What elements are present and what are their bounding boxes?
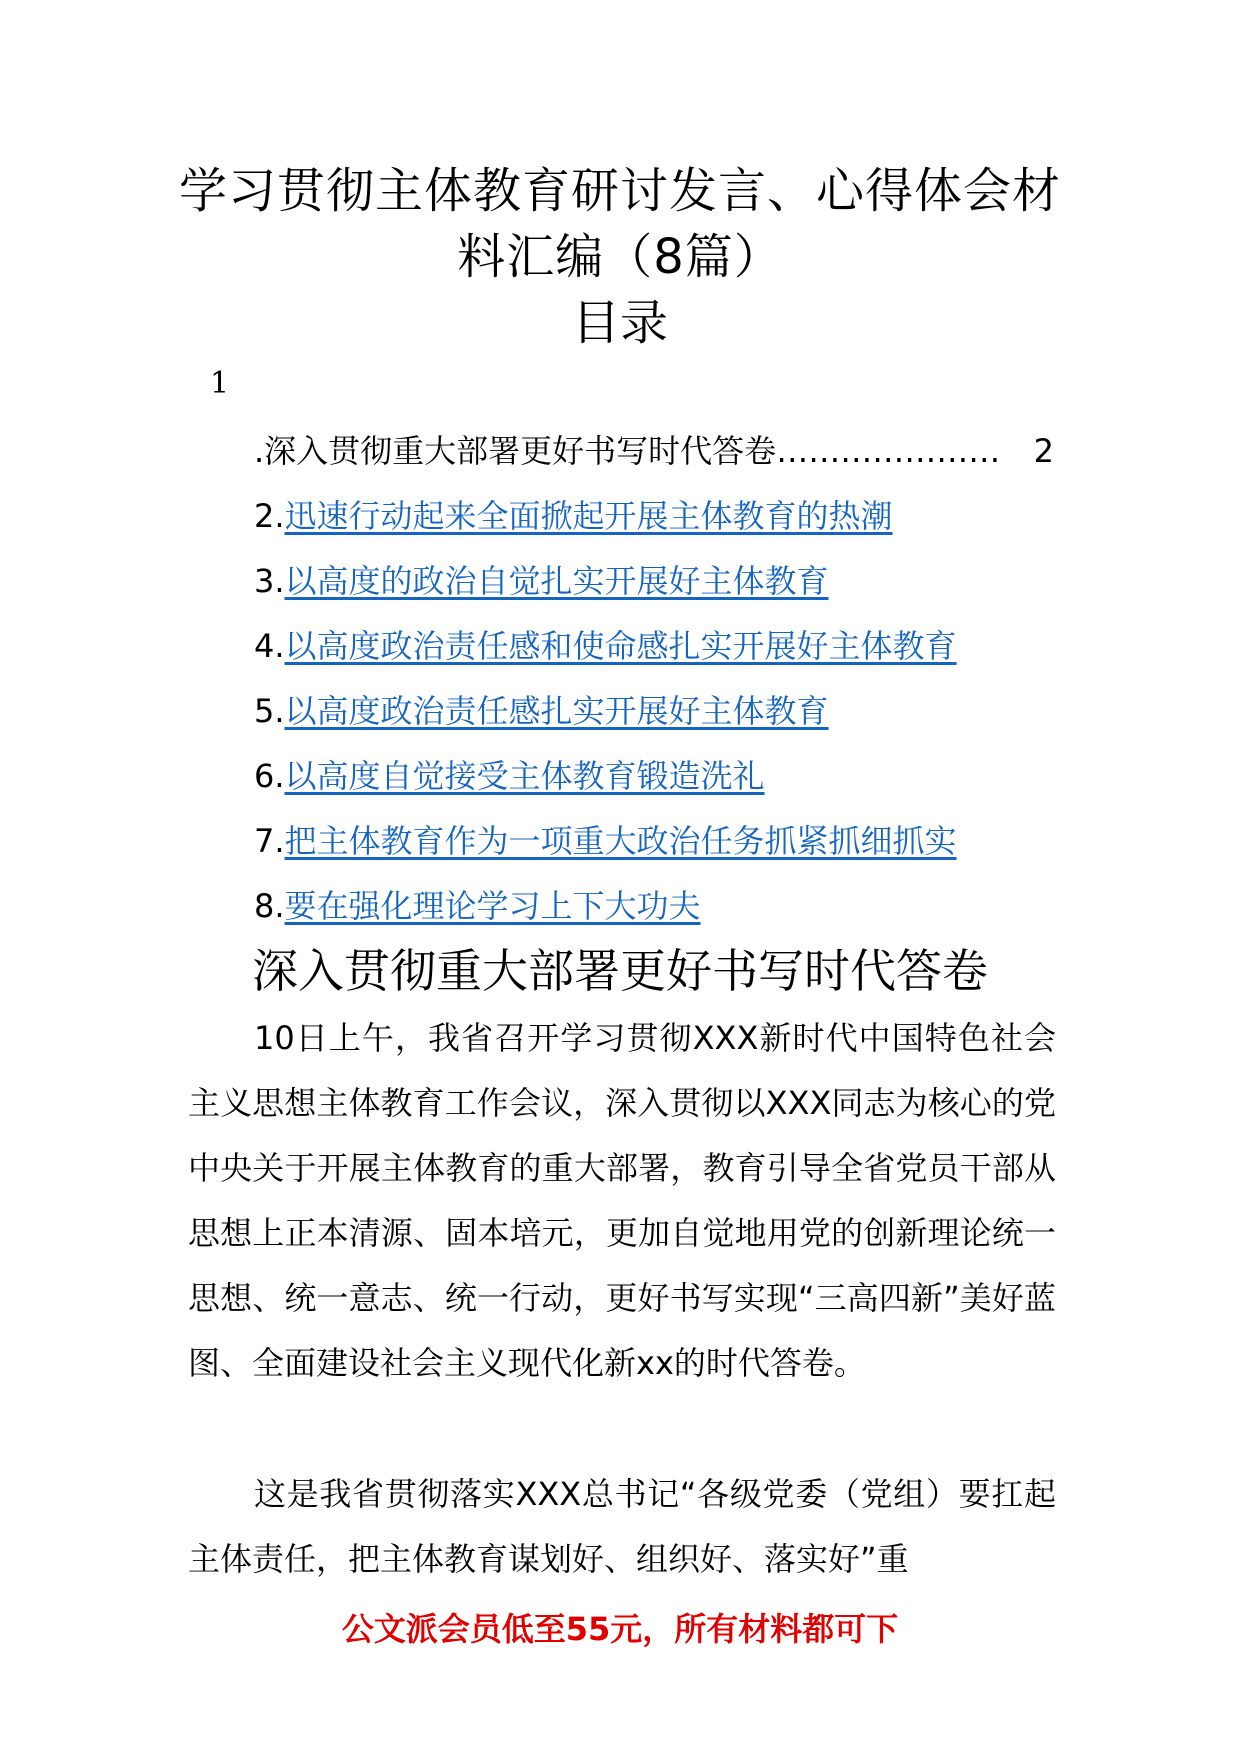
body-paragraph-2: 这是我省贯彻落实XXX总书记“各级党委（党组）要扛起主体责任，把主体教育谋划好、组织好、落实好”重 <box>188 1475 1056 1578</box>
toc-item-6 <box>254 751 1054 816</box>
body-paragraph-1: 10日上午，我省召开学习贯彻XXX新时代中国特色社会主义思想主体教育工作会议，深入贯彻以XXX同志为核心的党中央关于开展主体教育的重大部署，教育引导全省党员干部从思想上正本清源、固本培元，更加自觉地用党的创新理论统一思想、统一意志、统一行动，更好书写实现“三高四新”美好蓝图、全面建设社会主义现代化新xx的时代答卷。 <box>188 1019 1056 1382</box>
toc-link-3[interactable]: 以高度的政治自觉扎实开展好主体教育 <box>284 562 829 600</box>
toc-item-1[interactable] <box>254 426 1054 491</box>
toc-heading: 目录 <box>571 295 668 351</box>
toc-link-6[interactable]: 以高度自觉接受主体教育锻造洗礼 <box>284 757 765 795</box>
toc-item-2 <box>254 491 1054 556</box>
toc-item-3 <box>254 556 1054 621</box>
toc-link-5[interactable]: 以高度政治责任感扎实开展好主体教育 <box>284 692 829 730</box>
toc-item-8 <box>254 881 1054 946</box>
toc-link-2[interactable]: 迅速行动起来全面掀起开展主体教育的热潮 <box>284 497 893 535</box>
toc-item-number: 4. <box>254 627 285 665</box>
toc-item-number: 6. <box>254 757 285 795</box>
toc-item-number: 7. <box>254 822 285 860</box>
toc-item-number: 3. <box>254 562 285 600</box>
toc-item-7 <box>254 816 1054 881</box>
toc-link-8[interactable]: 要在强化理论学习上下大功夫 <box>284 887 701 925</box>
toc-link-4[interactable]: 以高度政治责任感和使命感扎实开展好主体教育 <box>284 627 957 665</box>
membership-promo-banner[interactable]: 公文派会员低至55元，所有材料都可下 <box>341 1610 899 1648</box>
table-of-contents <box>254 426 1054 946</box>
toc-item-number: 8. <box>254 887 285 925</box>
toc-item-text[interactable]: .深入贯彻重大部署更好书写时代答卷 <box>254 432 777 470</box>
toc-stray-number: 1 <box>210 366 230 401</box>
document-title-line-2: 料汇编（8篇） <box>457 229 783 285</box>
toc-item-4 <box>254 621 1054 686</box>
section-heading: 深入贯彻重大部署更好书写时代答卷 <box>252 944 988 998</box>
toc-link-7[interactable]: 把主体教育作为一项重大政治任务抓紧抓细抓实 <box>284 822 957 860</box>
toc-page-number: 2 <box>1033 432 1054 470</box>
toc-item-number: 5. <box>254 692 285 730</box>
toc-dot-leader: ………………… <box>776 432 1001 470</box>
toc-item-5 <box>254 686 1054 751</box>
toc-item-number: 2. <box>254 497 285 535</box>
document-title-line-1: 学习贯彻主体教育研讨发言、心得体会材 <box>178 163 1061 219</box>
